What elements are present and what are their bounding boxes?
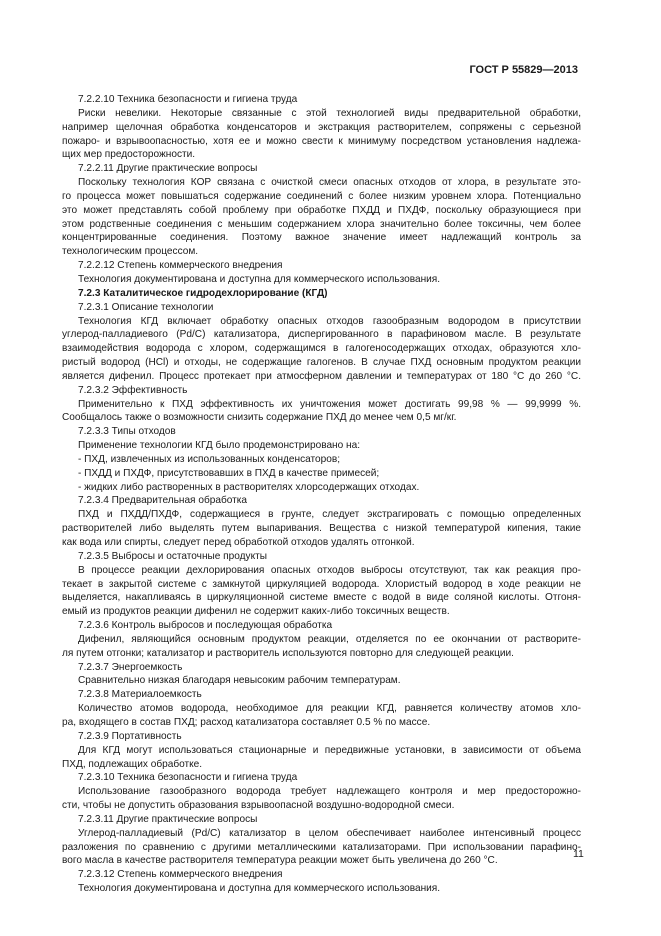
text-line: Использование газообразного водорода требует надлежащего контроля и мер предосторожно-	[78, 786, 581, 798]
text-line: разложения по сравнению с другими металлическими катализаторами. При использовании парафино-	[62, 841, 581, 853]
text-line: 7.2.2.11 Другие практические вопросы	[78, 163, 258, 175]
text-line: 7.2.2.10 Техника безопасности и гигиена труда	[78, 94, 298, 105]
text-line: Количество атомов водорода, необходимое для реакции КГД, равняется количеству атомов хло-	[78, 703, 581, 715]
text-line: - ПХДД и ПХДФ, присутствовавших в ПХД в качестве примесей;	[78, 467, 380, 479]
text-line: текает в закрытой системе с замкнутой циркуляцией водорода. Хлористый водород в ходе реакции не	[62, 578, 581, 590]
text-line: Сообщалось также о возможности снизить содержание ПХД до менее чем 0,5 мг/кг.	[62, 412, 457, 424]
text-line: - ПХД, извлеченных из использованных конденсаторов;	[78, 453, 341, 465]
text-line: сти, чтобы не допустить образования взрывоопасной воздушно-водородной смеси.	[62, 800, 455, 812]
text-line: технологическим процессом.	[62, 246, 199, 258]
text-line: 7.2.3.11 Другие практические вопросы	[78, 813, 258, 825]
text-line: это может представлять собой проблему при обработке ПХДД и ПХДФ, поскольку образующиеся при	[62, 204, 581, 216]
text-line: 7.2.3.8 Материалоемкость	[78, 689, 202, 701]
text-line: 7.2.3.1 Описание технологии	[78, 301, 214, 313]
text-line: 7.2.3.5 Выбросы и остаточные продукты	[78, 550, 268, 562]
text-line: например щелочная обработка конденсаторов и экстракция растворителем, сопряжены с серьезной	[62, 121, 581, 133]
text-line: 7.2.3.2 Эффективность	[78, 384, 188, 396]
text-line: 7.2.3.7 Энергоемкость	[78, 661, 183, 673]
text-line: Сравнительно низкая благодаря невысоким рабочим температурам.	[78, 675, 401, 687]
text-line: Углерод-палладиевый (Pd/C) катализатор в целом обеспечивает наиболее интенсивный процесс	[78, 827, 581, 839]
text-line: - жидких либо растворенных в растворителях хлорсодержащих отходах.	[78, 481, 420, 493]
text-line: В процессе реакции дехлорирования опасных отходов выбросы отсутствуют, так как реакция про-	[78, 564, 581, 576]
text-line: Применение технологии КГД было продемонстрировано на:	[78, 440, 361, 452]
text-line: как вода или спирты, следует перед обработкой отходов удалять отгонкой.	[62, 537, 415, 548]
text-line: Для КГД могут использоваться стационарные и передвижные установки, в зависимости от объема	[78, 744, 581, 756]
text-line: 7.2.3.12 Степень коммерческого внедрения	[78, 869, 283, 881]
text-line: ля путем отгонки; катализатор и растворитель используются повторно для следующей реакции.	[62, 647, 514, 659]
text-line: ра, входящего в состав ПХД; расход катализатора составляет 0.5 % по массе.	[62, 716, 431, 728]
document-body	[62, 93, 581, 896]
text-line: Поскольку технология КОР связана с очисткой смеси опасных отходов от хлора, в результате это-	[78, 177, 581, 189]
text-line: го процесса может повышаться содержание соединений с более низким уровнем хлора. Потенциально	[62, 190, 581, 202]
text-line: ПХД и ПХДД/ПХДФ, содержащиеся в грунте, следует экстрагировать с помощью определенных	[78, 509, 581, 521]
text-line: вого масла в качестве растворителя температура реакции может быть увеличена до 260 °С.	[62, 855, 498, 867]
section-heading: 7.2.3 Каталитическое гидродехлорирование (КГД)	[78, 287, 328, 299]
text-line: пожаро- и взрывоопасностью, хотя ее и можно свести к минимуму посредством установления надлежа-	[62, 135, 581, 147]
text-line: растворителей либо выделять путем выпаривания. Вещества с низкой температурой кипения, такие	[62, 523, 581, 535]
text-line: Применительно к ПХД эффективность их уничтожения может достигать 99,98 % — 99,9999 %.	[78, 398, 581, 410]
text-line: 7.2.2.12 Степень коммерческого внедрения	[78, 260, 283, 272]
text-line: 7.2.3.6 Контроль выбросов и последующая обработка	[78, 620, 333, 632]
text-line: концентрированные соединения. Поэтому важное значение имеет надлежащий контроль за	[62, 232, 581, 244]
text-line: Технология документирована и доступна для коммерческого использования.	[78, 883, 441, 895]
document-id: ГОСТ Р 55829—2013	[469, 64, 578, 76]
text-line: емый из продуктов реакции дифенил не содержит каких-либо токсичных веществ.	[62, 606, 450, 618]
text-line: выделяется, накапливаясь в циркуляционной системе вместе с водой в виде соляной кислоты. Отгоня-	[62, 592, 581, 604]
text-line: Дифенил, являющийся основным продуктом реакции, отделяется по ее окончании от растворите-	[78, 633, 581, 645]
text-line: этом родственные соединения с меньшим содержанием хлора значительно более токсичны, чем более	[62, 218, 581, 230]
text-line: взаимодействия водорода с хлором, содержащимся в галогеносодержащих отходах, образуются хло-	[62, 343, 581, 355]
text-line: Технология документирована и доступна для коммерческого использования.	[78, 273, 441, 285]
text-line: Риски невелики. Некоторые связанные с этой технологией виды предварительной обработки,	[78, 107, 581, 119]
text-line: Технология КГД включает обработку опасных отходов газообразным водородом в присутствии	[78, 315, 581, 327]
text-line: 7.2.3.9 Портативность	[78, 730, 182, 742]
page-number: 11	[573, 848, 584, 860]
text-line: углерод-палладиевого (Pd/C) катализатора, диспергированного в парафиновом масле. В результате	[62, 329, 581, 341]
text-line: ПХД, подлежащих обработке.	[62, 758, 203, 770]
text-line: ристый водород (HCl) и отходы, не содержащие галогенов. В случае ПХД основным продуктом реакции	[62, 357, 581, 369]
text-line: щих мер предосторожности.	[62, 149, 196, 161]
text-line: 7.2.3.4 Предварительная обработка	[78, 495, 248, 507]
text-line: 7.2.3.10 Техника безопасности и гигиена труда	[78, 772, 298, 784]
text-line: является дифенил. Процесс протекает при атмосферном давлении и температурах от 180 °С до 260 °С.	[62, 370, 581, 382]
text-line: 7.2.3.3 Типы отходов	[78, 426, 176, 438]
